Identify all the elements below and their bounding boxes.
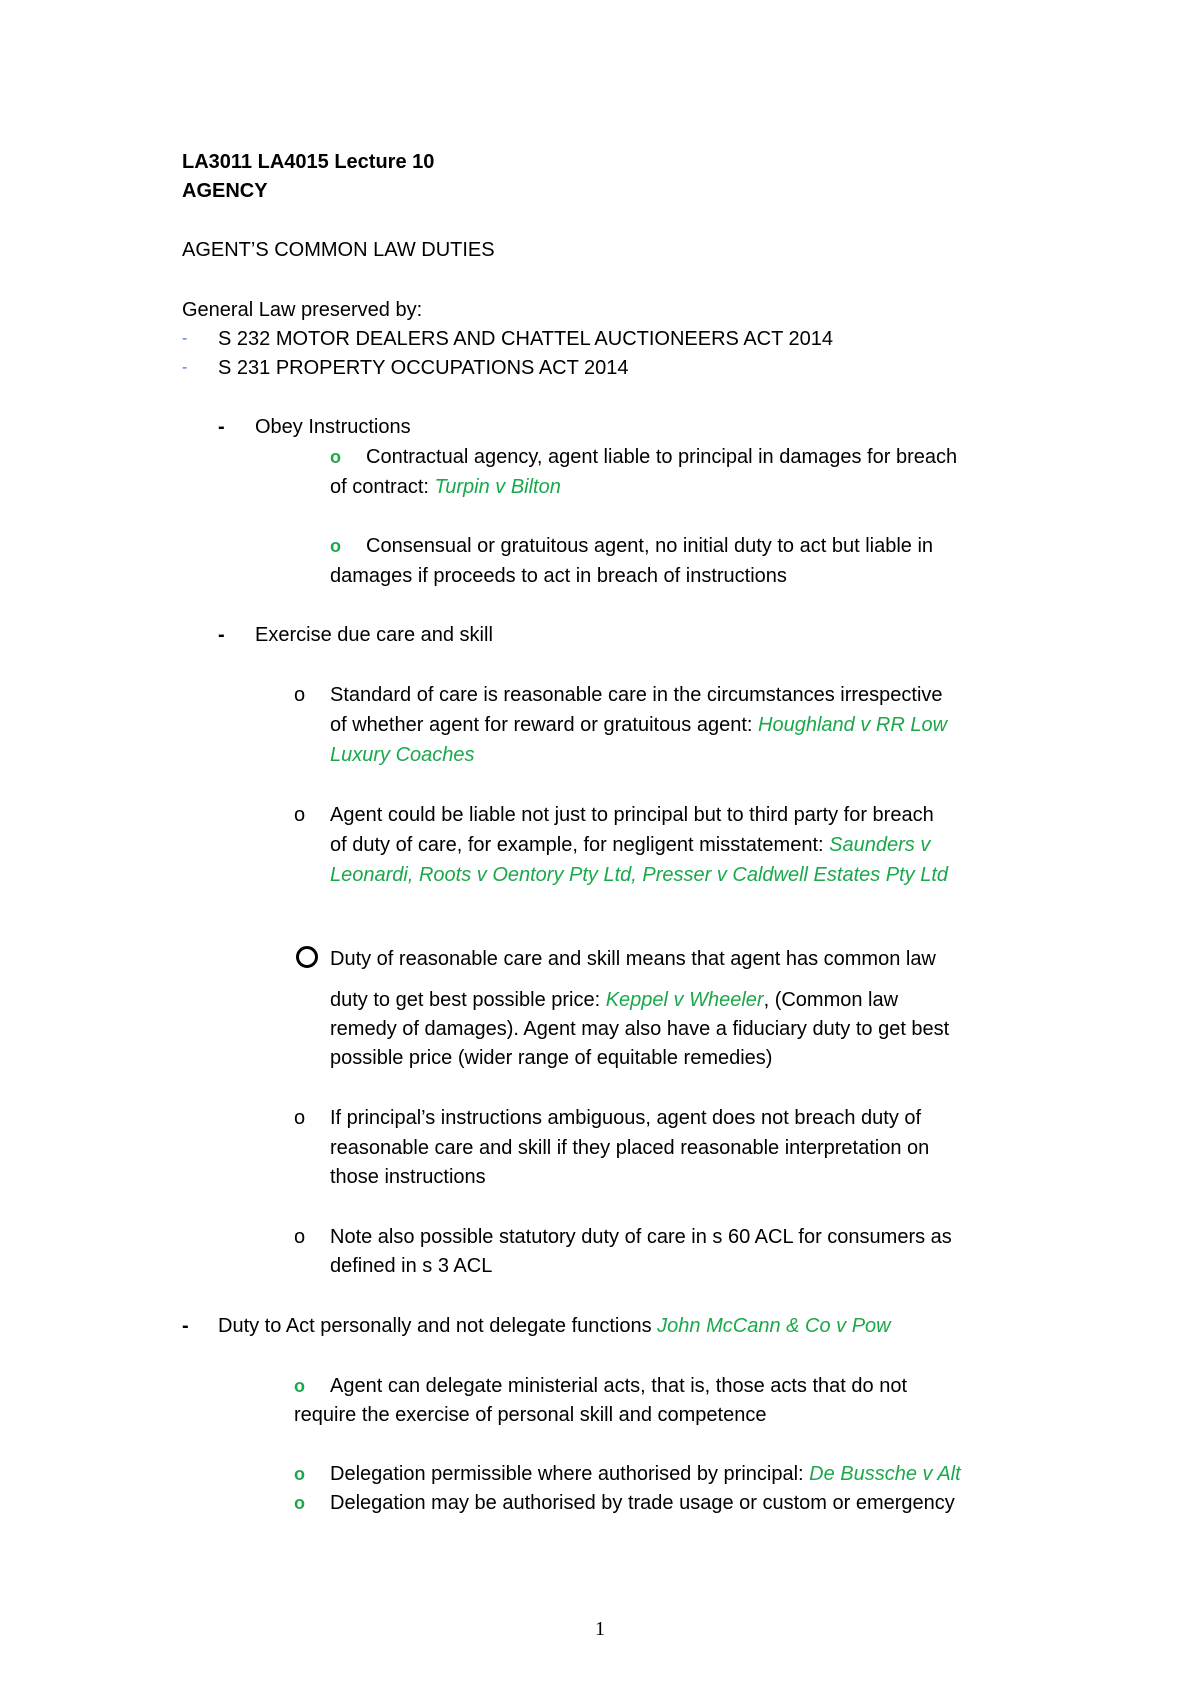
circle-bullet: o <box>294 684 306 706</box>
dash-bullet: - <box>182 359 188 376</box>
obey-b2-line1: Consensual or gratuitous agent, no initial duty to act but liable in <box>366 535 934 557</box>
personal-b1-line1: Agent can delegate ministerial acts, that is, those acts that do not <box>330 1375 908 1397</box>
care-b4-line2: reasonable care and skill if they placed reasonable interpretation on <box>330 1137 930 1159</box>
case-citation: Turpin v Bilton <box>434 476 561 498</box>
care-b5-line1: Note also possible statutory duty of care in s 60 ACL for consumers as <box>330 1226 952 1248</box>
dash-bullet: - <box>218 624 225 646</box>
personal-b1-line2: require the exercise of personal skill and competence <box>294 1404 767 1426</box>
care-b3-line2: duty to get best possible price: Keppel v Wheeler, (Common law <box>330 989 899 1011</box>
case-citation: John McCann & Co v Pow <box>657 1315 891 1337</box>
circle-bullet: o <box>294 1226 306 1248</box>
care-b4-line1: If principal’s instructions ambiguous, agent does not breach duty of <box>330 1107 922 1129</box>
duty-personal-title: Duty to Act personally and not delegate functions John McCann & Co v Pow <box>218 1315 891 1337</box>
case-citation: Keppel v Wheeler <box>605 989 764 1011</box>
dash-bullet: - <box>218 416 225 438</box>
dash-bullet: - <box>182 330 188 347</box>
care-b2-line1: Agent could be liable not just to principal but to third party for breach <box>330 804 934 826</box>
act-item-1: S 232 MOTOR DEALERS AND CHATTEL AUCTIONEERS ACT 2014 <box>218 328 834 350</box>
duty-care-title: Exercise due care and skill <box>255 624 493 646</box>
case-citation: Houghland v RR Low <box>758 714 948 736</box>
care-b1-line1: Standard of care is reasonable care in the circumstances irrespective <box>330 684 943 706</box>
large-circle-bullet-icon <box>296 946 318 968</box>
circle-bullet: o <box>294 1107 306 1129</box>
page-number: 1 <box>595 1618 605 1640</box>
care-b1-line2: of whether agent for reward or gratuitous agent: Houghland v RR Low <box>330 714 948 736</box>
case-citation: Leonardi, Roots v Oentory Pty Ltd, Presser v Caldwell Estates Pty Ltd <box>330 864 949 886</box>
dash-bullet: - <box>182 1315 189 1337</box>
course-title: LA3011 LA4015 Lecture 10 <box>182 151 435 173</box>
circle-bullet: o <box>294 1464 305 1484</box>
care-b2-line2: of duty of care, for example, for negligent misstatement: Saunders v <box>330 834 931 856</box>
obey-b1-line1: Contractual agency, agent liable to principal in damages for breach <box>366 446 958 468</box>
care-b4-line3: those instructions <box>330 1166 486 1188</box>
topic-title: AGENCY <box>182 180 268 202</box>
act-item-2: S 231 PROPERTY OCCUPATIONS ACT 2014 <box>218 357 629 379</box>
circle-bullet: o <box>330 536 341 556</box>
circle-bullet: o <box>330 447 341 467</box>
care-b5-line2: defined in s 3 ACL <box>330 1255 493 1277</box>
care-b3-line3: remedy of damages). Agent may also have a fiduciary duty to get best <box>330 1018 950 1040</box>
case-citation: Saunders v <box>829 834 931 856</box>
duty-obey-title: Obey Instructions <box>255 416 411 438</box>
circle-bullet: o <box>294 1376 305 1396</box>
obey-b2-line2: damages if proceeds to act in breach of instructions <box>330 565 787 587</box>
personal-b3: Delegation may be authorised by trade usage or custom or emergency <box>330 1492 955 1514</box>
case-citation: De Bussche v Alt <box>809 1463 961 1485</box>
preserved-intro: General Law preserved by: <box>182 299 423 321</box>
care-b3-line4: possible price (wider range of equitable remedies) <box>330 1047 773 1069</box>
personal-b2: Delegation permissible where authorised by principal: De Bussche v Alt <box>330 1463 961 1485</box>
case-citation: Luxury Coaches <box>330 744 475 766</box>
care-b3-line1: Duty of reasonable care and skill means that agent has common law <box>330 948 936 970</box>
circle-bullet: o <box>294 804 306 826</box>
section-heading: AGENT’S COMMON LAW DUTIES <box>182 239 495 261</box>
circle-bullet: o <box>294 1493 305 1513</box>
obey-b1-line2: of contract: Turpin v Bilton <box>330 476 561 498</box>
